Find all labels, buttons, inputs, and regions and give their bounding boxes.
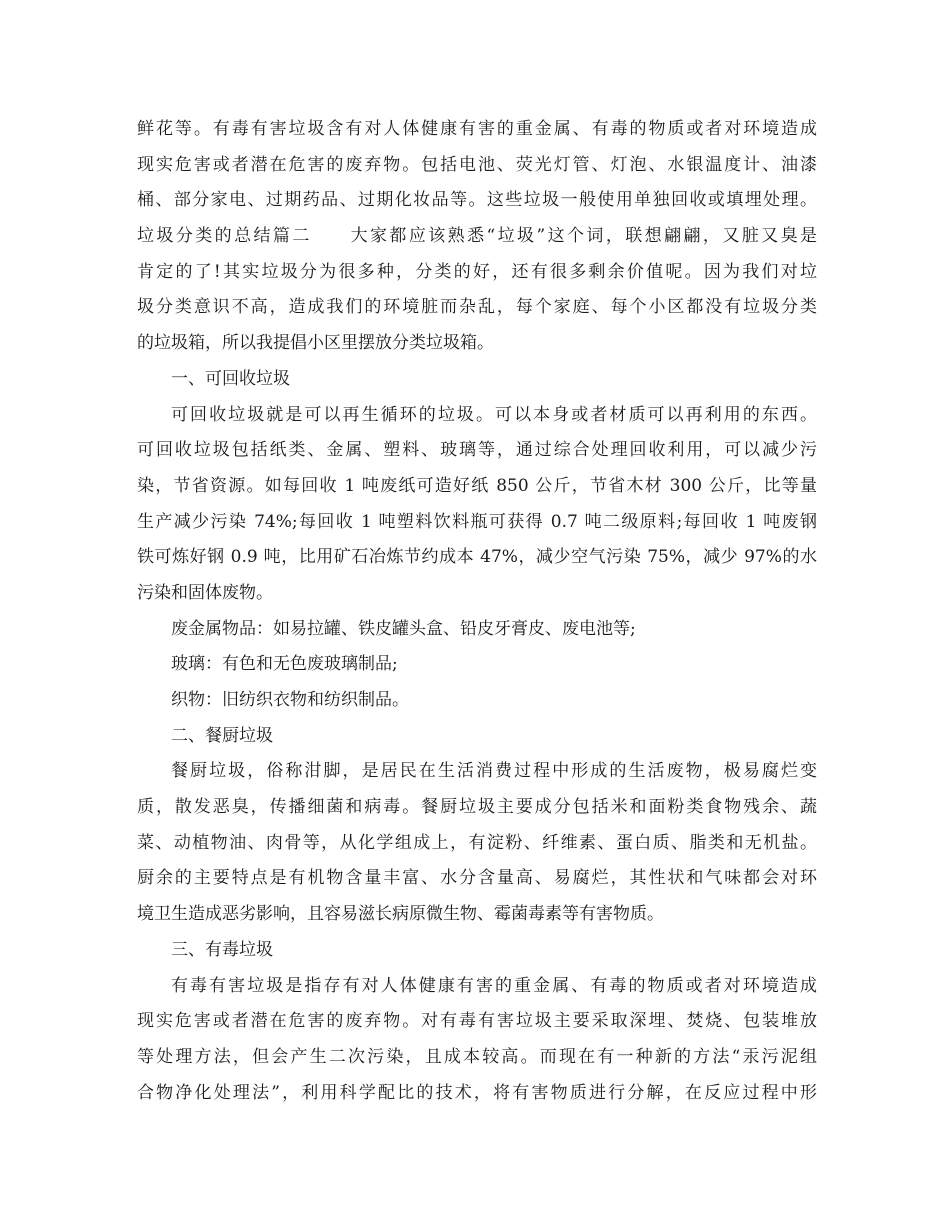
text-line: 可回收垃圾包括纸类、金属、塑料、玻璃等，通过综合处理回收利用，可以减少污 — [137, 440, 817, 461]
list-item-glass: 玻璃：有色和无色废玻璃制品; — [171, 654, 398, 675]
text-line: 生产减少污染 74%;每回收 1 吨塑料饮料瓶可获得 0.7 吨二级原料;每回收 1 吨废钢 — [137, 511, 817, 532]
text-line: 餐厨垃圾，俗称泔脚，是居民在生活消费过程中形成的生活废物，极易腐烂变 — [171, 761, 817, 782]
paragraph-intro — [137, 112, 817, 362]
text-line: 等处理方法，但会产生二次污染，且成本较高。而现在有一种新的方法“汞污泥组 — [137, 1046, 817, 1067]
text-line: 有毒有害垃圾是指存有对人体健康有害的重金属、有毒的物质或者对环境造成 — [171, 975, 817, 996]
paragraph-recyclable — [137, 398, 817, 612]
paragraph-toxic — [137, 969, 817, 1112]
text-line: 圾分类意识不高，造成我们的环境脏而杂乱，每个家庭、每个小区都没有垃圾分类 — [137, 297, 817, 318]
list-item-textile: 织物：旧纺织衣物和纺织制品。 — [171, 690, 409, 710]
text-line: 鲜花等。有毒有害垃圾含有对人体健康有害的重金属、有毒的物质或者对环境造成 — [137, 119, 817, 139]
section-heading-kitchen: 二、餐厨垃圾 — [171, 725, 273, 746]
text-line: 的垃圾箱，所以我提倡小区里摆放分类垃圾箱。 — [137, 333, 494, 354]
section-heading-recyclable: 一、可回收垃圾 — [171, 368, 290, 389]
text-line: 菜、动植物油、肉骨等，从化学组成上，有淀粉、纤维素、蛋白质、脂类和无机盐。 — [137, 832, 817, 853]
text-line: 桶、部分家电、过期药品、过期化妆品等。这些垃圾一般使用单独回收或填埋处理。 — [137, 190, 817, 211]
text-line: 污染和固体废物。 — [137, 582, 273, 603]
text-line: 现实危害或者潜在危害的废弃物。包括电池、荧光灯管、灯泡、水银温度计、油漆 — [137, 154, 817, 175]
document-page — [137, 112, 817, 1111]
paragraph-kitchen — [137, 754, 817, 932]
text-line: 质，散发恶臭，传播细菌和病毒。餐厨垃圾主要成分包括米和面粉类食物残余、蔬 — [137, 797, 817, 818]
text-line: 现实危害或者潜在危害的废弃物。对有毒有害垃圾主要采取深埋、焚烧、包装堆放 — [137, 1011, 817, 1032]
text-line: 厨余的主要特点是有机物含量丰富、水分含量高、易腐烂，其性状和气味都会对环 — [137, 868, 817, 889]
list-item-metal: 废金属物品：如易拉罐、铁皮罐头盒、铅皮牙膏皮、废电池等; — [171, 618, 636, 639]
text-line: 染，节省资源。如每回收 1 吨废纸可造好纸 850 公斤，节省木材 300 公斤，比等量 — [137, 475, 817, 496]
text-line: 铁可炼好钢 0.9 吨，比用矿石冶炼节约成本 47%，减少空气污染 75%，减少 97%的水 — [137, 547, 817, 568]
text-line: 可回收垃圾就是可以再生循环的垃圾。可以本身或者材质可以再利用的东西。 — [171, 404, 817, 425]
text-line: 垃圾分类的总结篇二 大家都应该熟悉“垃圾”这个词，联想翩翩，又脏又臭是 — [137, 226, 817, 247]
section-heading-toxic: 三、有毒垃圾 — [171, 939, 273, 960]
text-line: 境卫生造成恶劣影响，且容易滋长病原微生物、霉菌毒素等有害物质。 — [137, 904, 664, 925]
text-line: 合物净化处理法”，利用科学配比的技术，将有害物质进行分解，在反应过程中形 — [137, 1082, 817, 1103]
text-line: 肯定的了!其实垃圾分为很多种，分类的好，还有很多剩余价值呢。因为我们对垃 — [137, 261, 817, 282]
